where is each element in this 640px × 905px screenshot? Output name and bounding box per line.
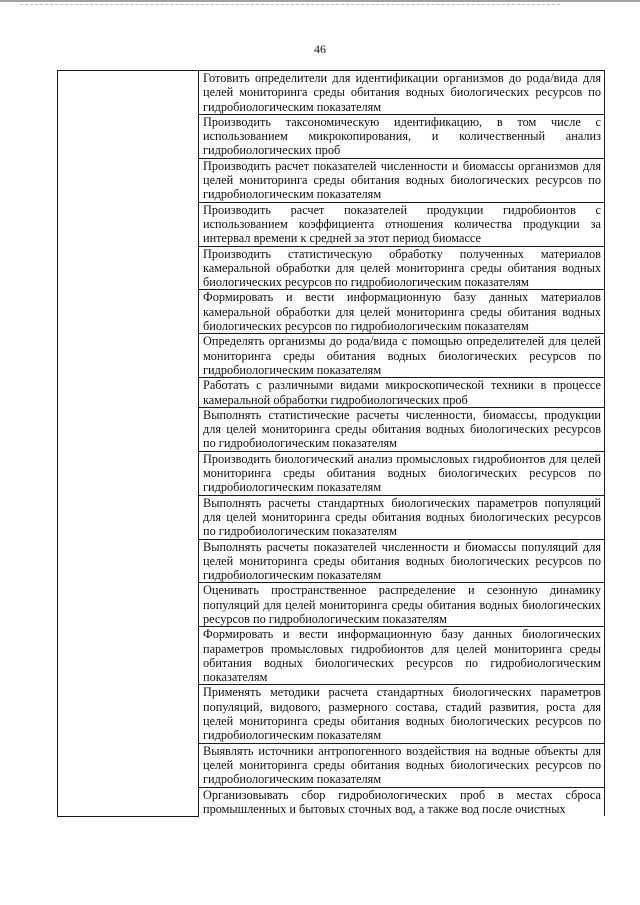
table-row <box>58 71 605 115</box>
table-cell <box>199 495 605 539</box>
table-cell <box>199 158 605 202</box>
table-cell <box>199 583 605 627</box>
table-cell <box>199 451 605 495</box>
table-cell <box>199 246 605 290</box>
row-text: Применять методики расчета стандартных биологических параметров популяций, видового, размерного состава, стадий развития, роста для целей мониторинга среды обитания водных биологических ресурсов по гидробиологическим показателям <box>203 685 601 743</box>
table-cell <box>199 71 605 115</box>
row-text: Производить таксономическую идентификацию, в том числе с использованием микрокопирования, и количественный анализ гидробиологических проб <box>203 114 601 158</box>
table-cell <box>199 378 605 408</box>
table-cell <box>199 685 605 743</box>
row-text: Работать с различными видами микроскопической техники в процессе камеральной обработки гидробиологических проб <box>203 378 601 407</box>
row-text: Производить расчет показателей численности и биомассы организмов для целей мониторинга среды обитания водных биологических ресурсов по гидробиологическим показателям <box>203 158 601 202</box>
left-column-cell <box>58 71 199 817</box>
table-cell <box>199 539 605 583</box>
row-text: Готовить определители для идентификации организмов до рода/вида для целей мониторинга среды обитания водных биологических ресурсов по гидробиологическим показателям <box>203 71 601 114</box>
table-cell <box>199 290 605 334</box>
row-text: Производить расчет показателей продукции гидробионтов с использованием коэффициента отношения количества продукции за интервал времени к средней за этот период биомассе <box>203 202 601 246</box>
table-cell <box>199 202 605 246</box>
row-text: Производить биологический анализ промысловых гидробионтов для целей мониторинга среды обитания водных биологических ресурсов по гидробиологическим показателям <box>203 451 601 495</box>
table-cell <box>199 407 605 451</box>
row-text: Оценивать пространственное распределение и сезонную динамику популяций для целей мониторинга среды обитания водных биологических ресурсов по гидробиологическим показателям <box>203 583 601 626</box>
row-text: Производить статистическую обработку полученных материалов камеральной обработки для целей мониторинга среды обитания водных биологических ресурсов по гидробиологическим показателям <box>203 246 601 290</box>
row-text: Организовывать сбор гидробиологических проб в местах сброса промышленных и бытовых сточных вод, а также вод после очистных <box>203 787 601 816</box>
table-cell <box>199 787 605 816</box>
scan-top-edge <box>0 0 640 14</box>
requirements-table <box>57 70 605 817</box>
table-cell <box>199 334 605 378</box>
row-text: Выполнять расчеты показателей численности и биомассы популяций для целей мониторинга среды обитания водных биологических ресурсов по гидробиологическим показателям <box>203 539 601 583</box>
table-cell <box>199 627 605 685</box>
row-text: Формировать и вести информационную базу данных биологических параметров промысловых гидробионтов для целей мониторинга среды обитания водных биологических ресурсов по гидробиологическим показателям <box>203 627 601 685</box>
row-text: Определять организмы до рода/вида с помощью определителей для целей мониторинга среды обитания водных биологических ресурсов по гидробиологическим показателям <box>203 334 601 377</box>
row-text: Выявлять источники антропогенного воздействия на водные объекты для целей мониторинга среды обитания водных биологических ресурсов по гидробиологическим показателям <box>203 743 601 787</box>
row-text: Формировать и вести информационную базу данных материалов камеральной обработки для целей мониторинга среды обитания водных биологических ресурсов по гидробиологическим показателям <box>203 290 601 334</box>
page-number: 46 <box>314 42 326 56</box>
table-cell <box>199 743 605 787</box>
table-cell <box>199 114 605 158</box>
row-text: Выполнять расчеты стандартных биологических параметров популяций для целей мониторинга среды обитания водных биологических ресурсов по гидробиологическим показателям <box>203 495 601 539</box>
row-text: Выполнять статистические расчеты численности, биомассы, продукции для целей мониторинга среды обитания водных биологических ресурсов по гидробиологическим показателям <box>203 407 601 451</box>
